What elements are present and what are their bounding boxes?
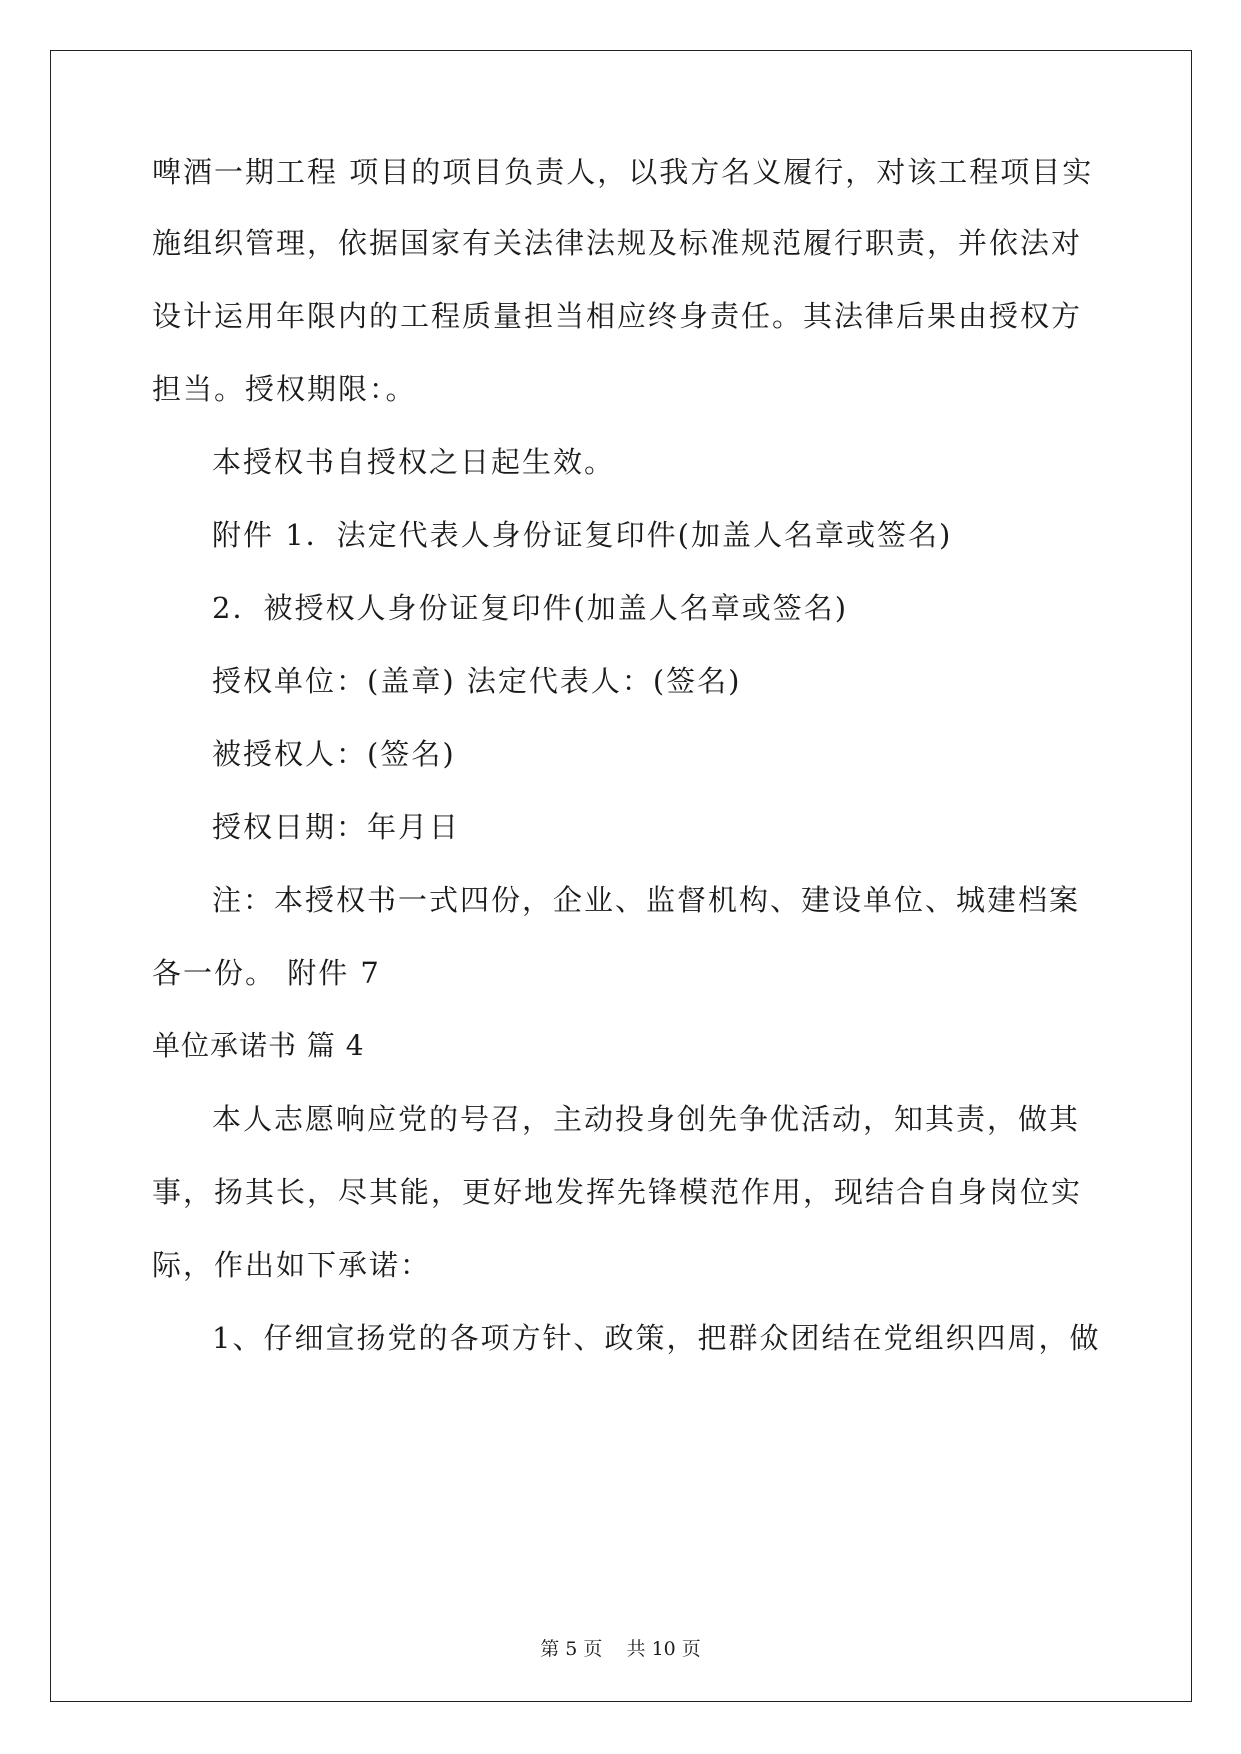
text-line: 担当。授权期限：。 [152, 372, 417, 406]
text-line: 各一份。 附件 7 [152, 956, 381, 990]
signature-unit-line: 授权单位：(盖章) 法定代表人：(签名) [212, 664, 742, 698]
pledge-item-1: 1、仔细宣扬党的各项方针、政策，把群众团结在党组织四周，做 [212, 1321, 1101, 1355]
pledge-paragraph: 本人志愿响应党的号召，主动投身创先争优活动，知其责，做其 [212, 1102, 1081, 1136]
page-total: 共 10 页 [626, 1638, 701, 1660]
authorization-date-line: 授权日期：年月日 [212, 810, 461, 844]
attachment-item-2: 2．被授权人身份证复印件(加盖人名章或签名) [212, 591, 849, 625]
text-line: 际，作出如下承诺： [152, 1248, 432, 1282]
page-footer [0, 1637, 1241, 1661]
note-line: 注：本授权书一式四份，企业、监督机构、建设单位、城建档案 [212, 883, 1081, 917]
paragraph-effective: 本授权书自授权之日起生效。 [212, 445, 616, 479]
text-line: 啤酒一期工程 项目的项目负责人，以我方名义履行，对该工程项目实 [152, 155, 1094, 189]
text-line: 事，扬其长，尽其能，更好地发挥先锋模范作用，现结合自身岗位实 [152, 1175, 1083, 1209]
attachment-item-1: 附件 1．法定代表人身份证复印件(加盖人名章或签名) [212, 518, 953, 552]
text-line: 施组织管理，依据国家有关法律法规及标准规范履行职责，并依法对 [152, 226, 1083, 260]
page-number: 第 5 页 [540, 1638, 603, 1660]
text-line: 设计运用年限内的工程质量担当相应终身责任。其法律后果由授权方 [152, 299, 1083, 333]
section-heading: 单位承诺书 篇 4 [152, 1029, 365, 1062]
signature-authorized-line: 被授权人：(签名) [212, 737, 456, 771]
